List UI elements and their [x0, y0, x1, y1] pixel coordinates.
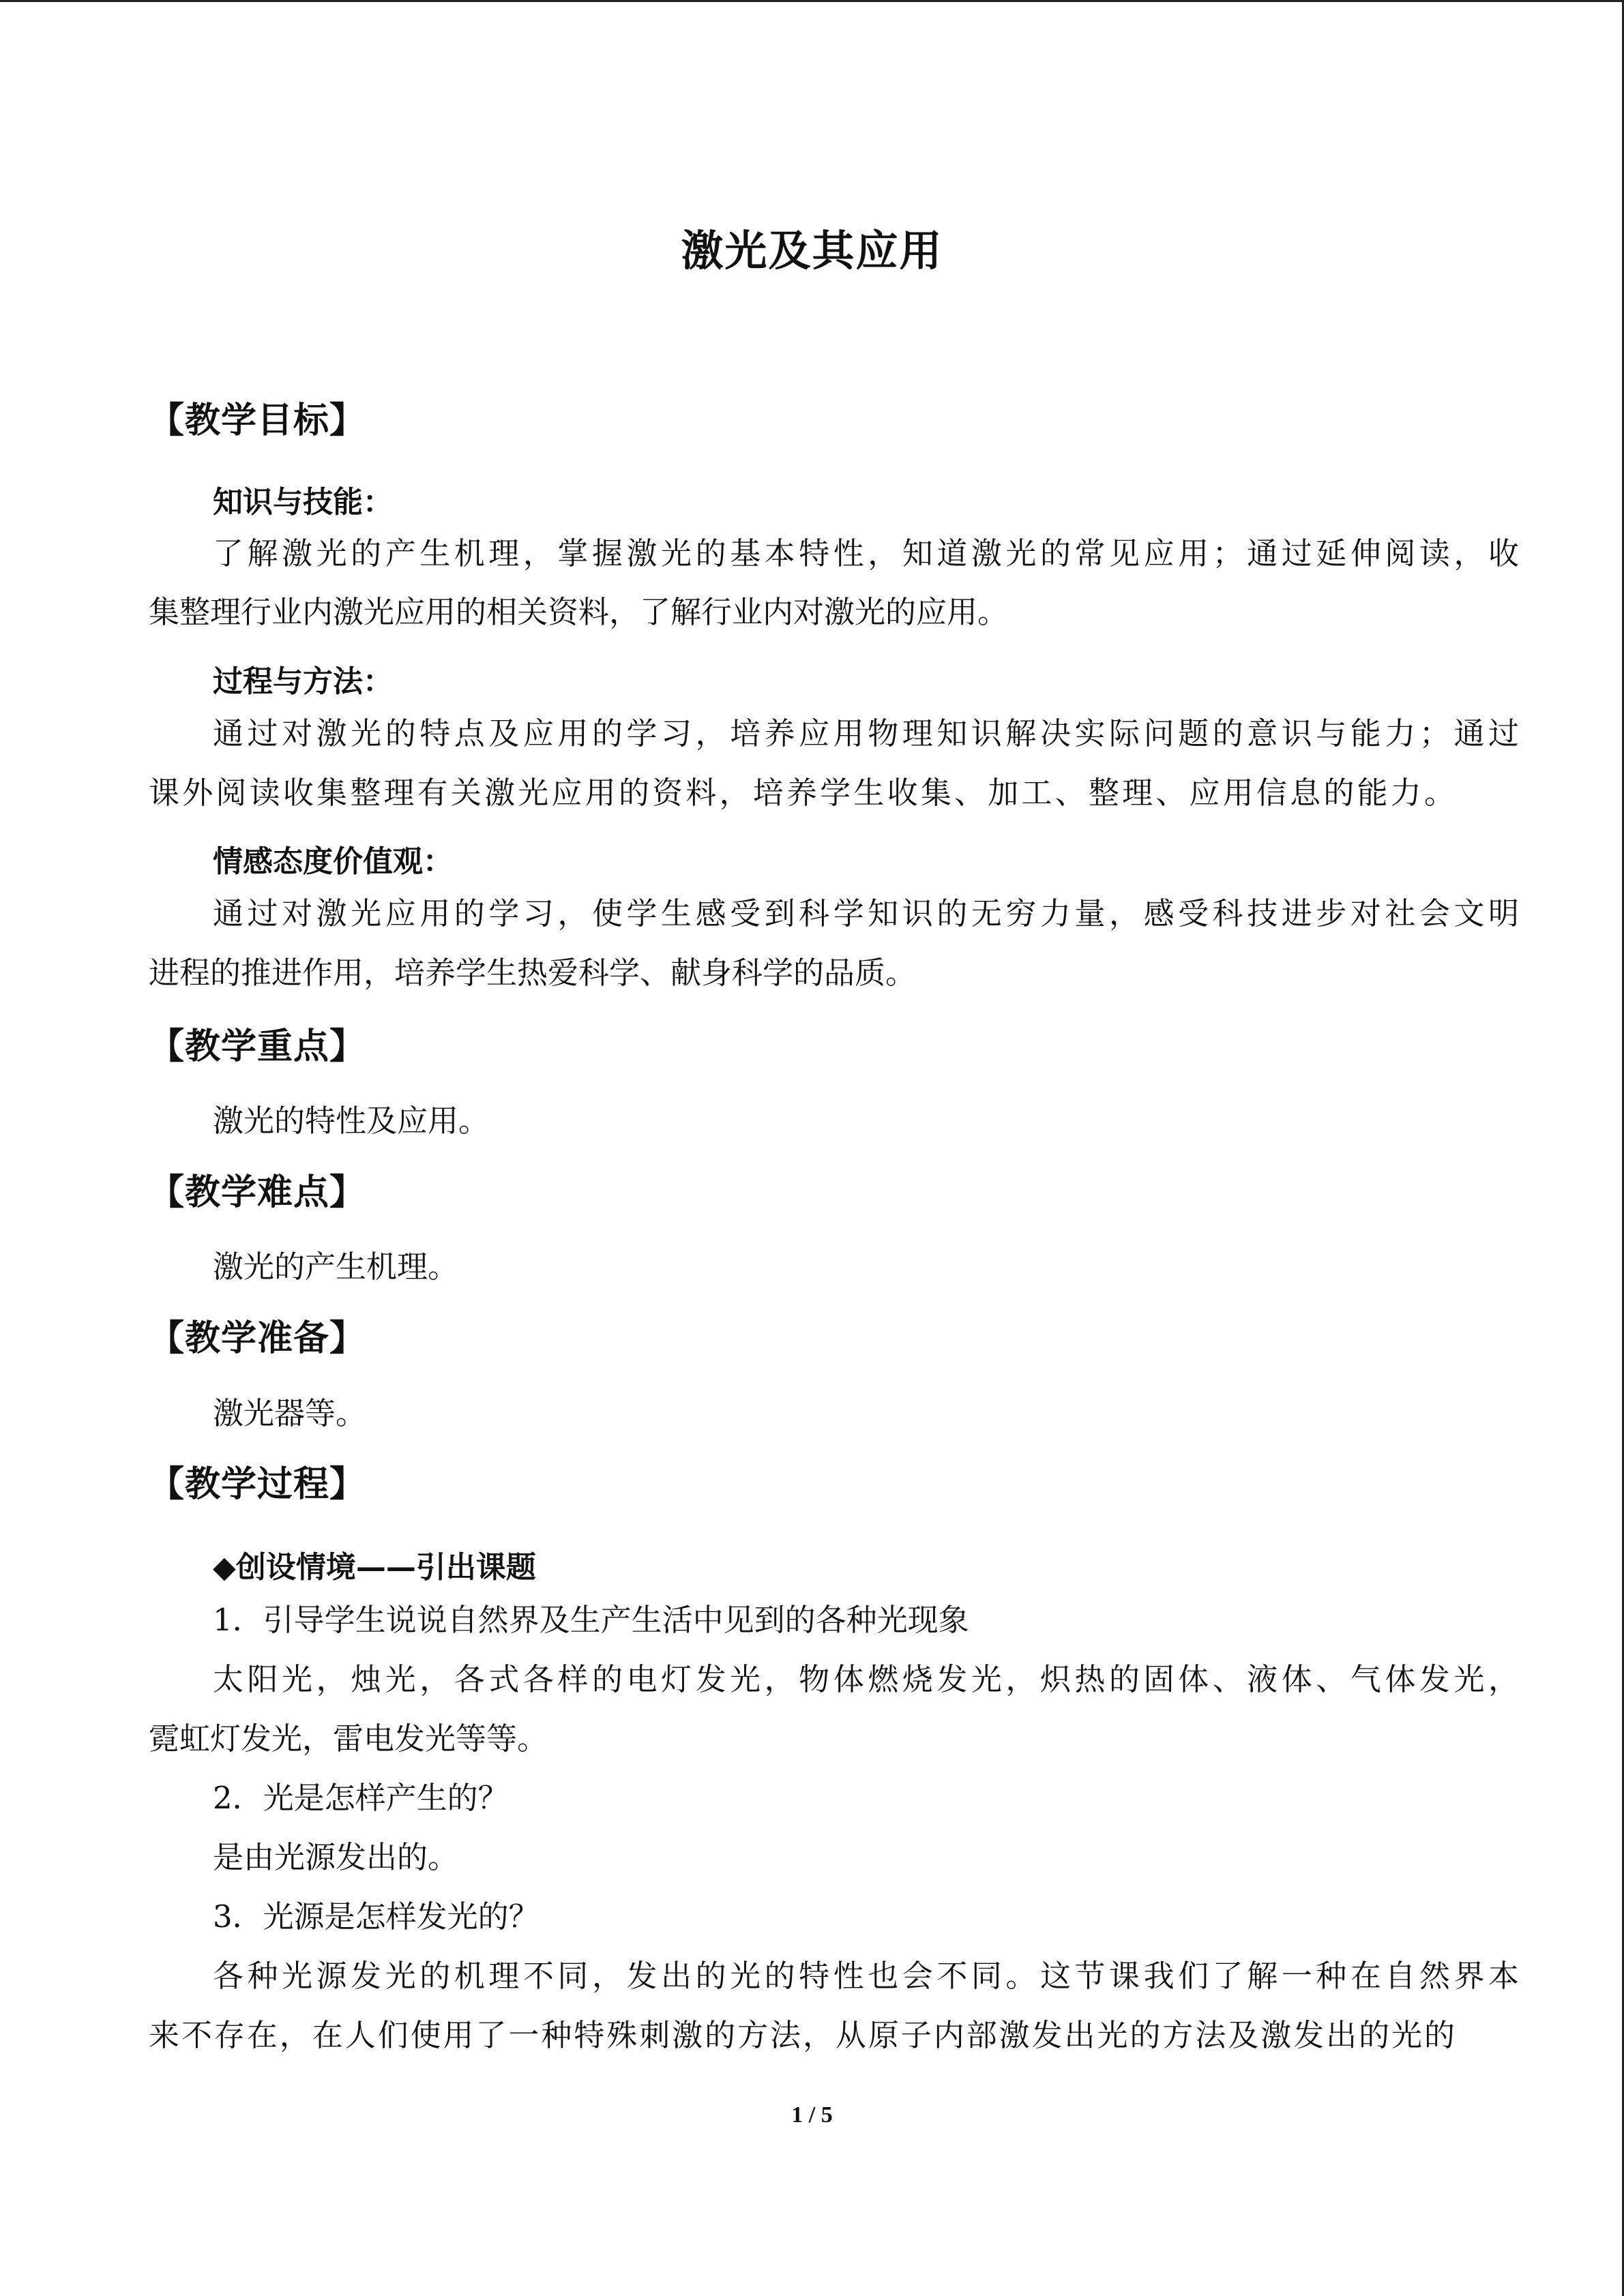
answer-3-line1: 各种光源发光的机理不同，发出的光的特性也会不同。这节课我们了解一种在自然界本	[213, 1958, 1519, 1994]
emotion-values-heading: 情感态度价值观：	[213, 844, 453, 879]
knowledge-skills-heading: 知识与技能：	[213, 485, 393, 520]
section-heading-preparation: 【教学准备】	[149, 1318, 366, 1359]
section-heading-goals: 【教学目标】	[149, 400, 366, 441]
answer-1-line1: 太阳光，烛光，各式各样的电灯发光，物体燃烧发光，炽热的固体、液体、气体发光，	[213, 1661, 1519, 1697]
scenario-heading: ◆创设情境——引出课题	[213, 1550, 536, 1585]
answer-3-line2: 来不存在，在人们使用了一种特殊刺激的方法，从原子内部激发出光的方法及激发出的光的	[149, 2017, 1455, 2053]
page-number: 1 / 5	[791, 2102, 833, 2128]
emotion-values-text-line1: 通过对激光应用的学习，使学生感受到科学知识的无穷力量，感受科技进步对社会文明	[213, 895, 1519, 931]
section-heading-key-points: 【教学重点】	[149, 1026, 366, 1067]
knowledge-skills-text-line1: 了解激光的产生机理，掌握激光的基本特性，知道激光的常见应用；通过延伸阅读，收	[213, 535, 1519, 571]
answer-2: 是由光源发出的。	[213, 1839, 459, 1875]
section-heading-difficulties: 【教学难点】	[149, 1172, 366, 1213]
preparation-text: 激光器等。	[213, 1395, 367, 1431]
knowledge-skills-text-line2: 集整理行业内激光应用的相关资料，了解行业内对激光的应用。	[149, 594, 1009, 630]
page-title: 激光及其应用	[681, 226, 943, 275]
answer-1-line2: 霓虹灯发光，雷电发光等等。	[149, 1720, 548, 1757]
difficulties-text: 激光的产生机理。	[213, 1249, 459, 1285]
process-methods-text-line1: 通过对激光的特点及应用的学习，培养应用物理知识解决实际问题的意识与能力；通过	[213, 715, 1519, 751]
process-methods-heading: 过程与方法：	[213, 664, 393, 699]
page-border-top	[0, 0, 1624, 2]
question-2: 2．光是怎样产生的？	[213, 1780, 509, 1816]
process-methods-text-line2: 课外阅读收集整理有关激光应用的资料，培养学生收集、加工、整理、应用信息的能力。	[149, 775, 1455, 811]
emotion-values-text-line2: 进程的推进作用，培养学生热爱科学、献身科学的品质。	[149, 955, 917, 991]
question-1: 1．引导学生说说自然界及生产生活中见到的各种光现象	[213, 1602, 969, 1638]
question-3: 3．光源是怎样发光的？	[213, 1898, 540, 1935]
key-points-text: 激光的特性及应用。	[213, 1103, 490, 1139]
section-heading-process: 【教学过程】	[149, 1464, 366, 1505]
